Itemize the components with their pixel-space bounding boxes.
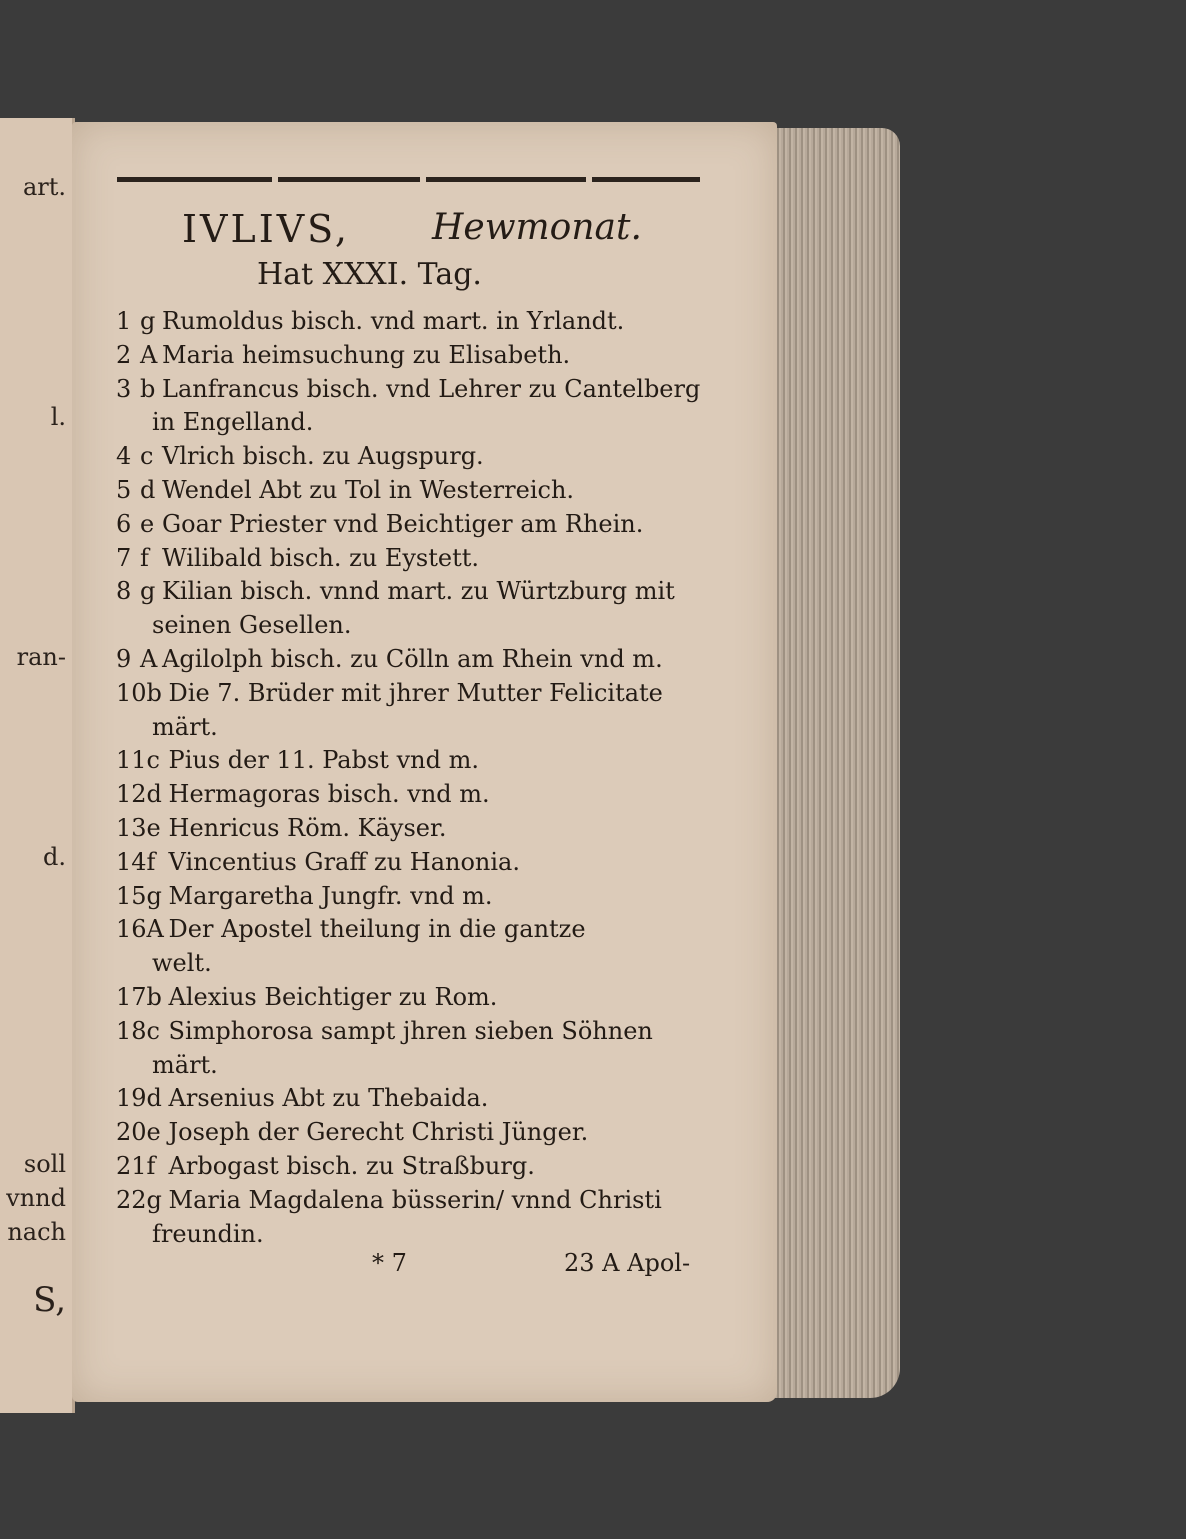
entry-continuation: welt.	[152, 949, 212, 978]
left-fragment: S,	[33, 1280, 66, 1320]
calendar-entry	[116, 981, 766, 1015]
entry-text: Simphorosa sampt jhren sieben Söhnen	[168, 1016, 653, 1045]
entry-text: Hermagoras bisch. vnd m.	[168, 780, 490, 809]
dominical-letter: e	[146, 813, 161, 842]
entry-continuation: märt.	[152, 712, 218, 741]
entry-text: Margaretha Jungfr. vnd m.	[168, 881, 493, 910]
calendar-entry	[116, 1184, 766, 1218]
calendar-entry	[116, 373, 766, 407]
dominical-letter: g	[146, 1185, 162, 1214]
catchword: 23 A Apol-	[564, 1249, 691, 1277]
entry-continuation: märt.	[152, 1050, 218, 1079]
calendar-entry	[116, 1015, 766, 1049]
right-page	[72, 122, 777, 1402]
entry-continuation: in Engelland.	[152, 408, 314, 437]
dominical-letter: b	[140, 374, 156, 403]
day-number: 11	[116, 746, 147, 775]
entry-text: Arbogast bisch. zu Straßburg.	[168, 1151, 535, 1180]
dominical-letter: e	[140, 509, 155, 538]
header-rule	[426, 177, 586, 182]
day-number: 7	[116, 543, 132, 572]
dominical-letter: g	[140, 307, 156, 335]
entry-text: Pius der 11. Pabst vnd m.	[168, 746, 479, 775]
dominical-letter: A	[146, 915, 164, 944]
day-number: 8	[116, 577, 132, 606]
header-rule	[117, 177, 272, 182]
entry-text: Rumoldus bisch. vnd mart. in Yrlandt.	[162, 307, 625, 335]
entry-text: Maria heimsuchung zu Elisabeth.	[162, 340, 571, 369]
calendar-entry	[116, 846, 766, 880]
dominical-letter: d	[140, 475, 156, 504]
dominical-letter: c	[146, 1016, 160, 1045]
day-number: 17	[116, 982, 147, 1011]
dominical-letter: b	[146, 678, 162, 707]
entry-text: Kilian bisch. vnnd mart. zu Würtzburg mit	[162, 577, 675, 606]
left-page	[0, 118, 75, 1413]
month-title: IVLIVS,	[182, 207, 350, 251]
day-number: 22	[116, 1185, 147, 1214]
entry-text: Goar Priester vnd Beichtiger am Rhein.	[162, 509, 644, 538]
day-number: 19	[116, 1084, 147, 1113]
calendar-entry	[116, 1082, 766, 1116]
dominical-letter: b	[146, 982, 162, 1011]
left-fragment: vnnd	[6, 1184, 66, 1212]
day-number: 12	[116, 780, 147, 809]
dominical-letter: A	[140, 340, 158, 369]
day-number: 16	[116, 915, 147, 944]
dominical-letter: d	[146, 1084, 162, 1113]
day-number: 4	[116, 442, 132, 471]
left-fragment: art.	[22, 173, 66, 201]
day-number: 3	[116, 374, 132, 403]
day-number: 21	[116, 1151, 147, 1180]
calendar-entry	[116, 508, 766, 542]
calendar-entry	[116, 677, 766, 711]
day-number: 1	[116, 307, 132, 335]
dominical-letter: c	[140, 442, 154, 471]
header-rule	[278, 177, 420, 182]
calendar-entry	[116, 1150, 766, 1184]
calendar-entry	[116, 440, 766, 474]
entry-text: Wendel Abt zu Tol in Westerreich.	[162, 475, 575, 504]
calendar-entries	[116, 305, 766, 1251]
entry-text: Vincentius Graff zu Hanonia.	[168, 847, 520, 876]
entry-text: Henricus Röm. Käyser.	[168, 813, 447, 842]
calendar-entry	[116, 474, 766, 508]
entry-text: Die 7. Brüder mit jhrer Mutter Felicitate	[168, 678, 663, 707]
entry-continuation: seinen Gesellen.	[152, 611, 352, 640]
entry-continuation: freundin.	[152, 1219, 264, 1248]
entry-text: Alexius Beichtiger zu Rom.	[168, 982, 498, 1011]
days-count: Hat XXXI. Tag.	[257, 257, 482, 292]
day-number: 14	[116, 847, 147, 876]
calendar-entry	[116, 744, 766, 778]
day-number: 6	[116, 509, 132, 538]
entry-text: Joseph der Gerecht Christi Jünger.	[168, 1118, 589, 1147]
dominical-letter: f	[140, 543, 149, 572]
signature-mark: * 7	[372, 1249, 407, 1277]
day-number: 10	[116, 678, 147, 707]
day-number: 15	[116, 881, 147, 910]
month-title-german: Hewmonat.	[432, 207, 642, 248]
dominical-letter: g	[140, 577, 156, 606]
day-number: 20	[116, 1118, 147, 1147]
entry-text: Vlrich bisch. zu Augspurg.	[162, 442, 484, 471]
left-fragment: l.	[50, 403, 66, 431]
dominical-letter: g	[146, 881, 162, 910]
entry-text: Lanfrancus bisch. vnd Lehrer zu Cantelberg	[162, 374, 701, 403]
calendar-entry	[116, 643, 766, 677]
left-fragment: ran-	[16, 643, 66, 671]
dominical-letter: f	[146, 847, 156, 876]
calendar-entry	[116, 880, 766, 914]
header-rule	[592, 177, 700, 182]
dominical-letter: c	[146, 746, 160, 775]
day-number: 9	[116, 644, 132, 673]
dominical-letter: A	[140, 644, 158, 673]
calendar-entry	[116, 542, 766, 576]
entry-text: Agilolph bisch. zu Cölln am Rhein vnd m.	[162, 644, 663, 673]
calendar-entry	[116, 778, 766, 812]
entry-text: Wilibald bisch. zu Eystett.	[162, 543, 480, 572]
dominical-letter: d	[146, 780, 162, 809]
calendar-entry	[116, 913, 766, 947]
calendar-entry	[116, 812, 766, 846]
day-number: 5	[116, 475, 132, 504]
entry-text: Der Apostel theilung in die gantze	[168, 915, 586, 944]
dominical-letter: e	[146, 1118, 161, 1147]
left-fragment: nach	[7, 1218, 66, 1246]
calendar-entry	[116, 575, 766, 609]
calendar-entry	[116, 339, 766, 373]
day-number: 2	[116, 340, 132, 369]
left-fragment: soll	[23, 1150, 66, 1178]
entry-text: Arsenius Abt zu Thebaida.	[168, 1084, 489, 1113]
day-number: 18	[116, 1016, 147, 1045]
calendar-entry	[116, 1116, 766, 1150]
entry-text: Maria Magdalena büsserin/ vnnd Christi	[168, 1185, 662, 1214]
left-fragment: d.	[43, 843, 66, 871]
day-number: 13	[116, 813, 147, 842]
dominical-letter: f	[146, 1151, 156, 1180]
calendar-entry	[116, 305, 766, 339]
